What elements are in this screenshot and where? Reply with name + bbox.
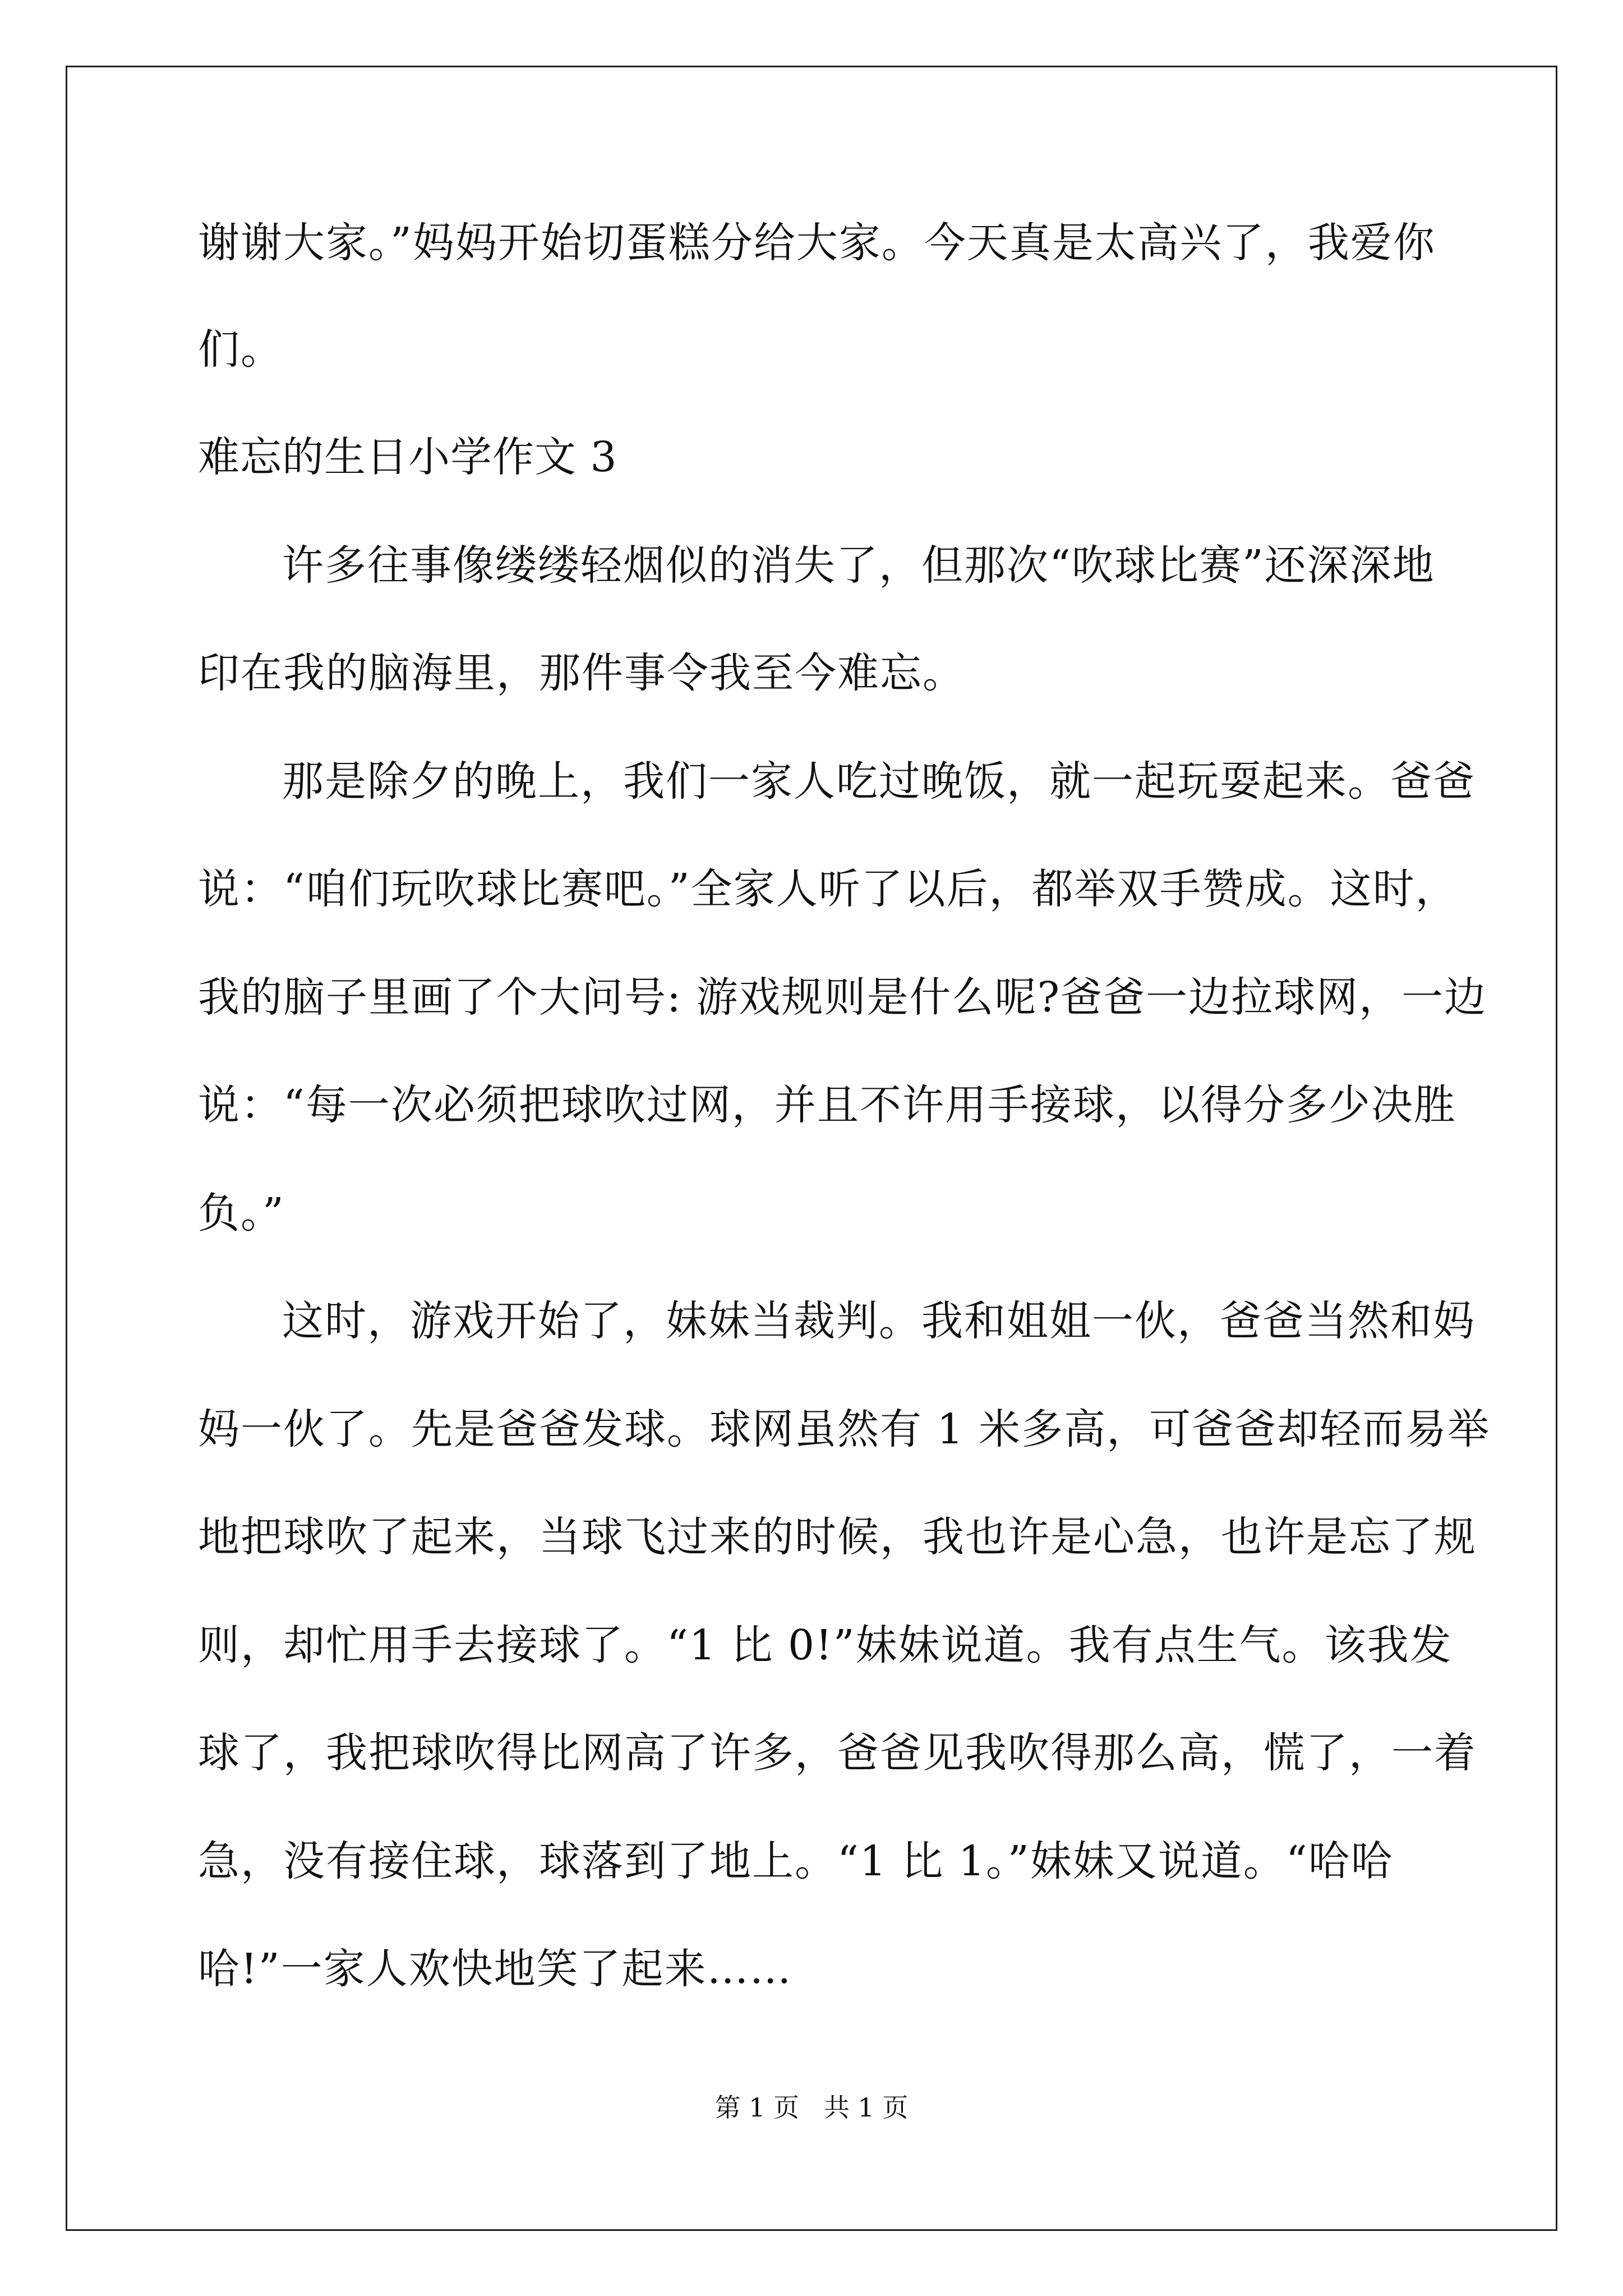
page-border	[66, 66, 1557, 2231]
text-line: 许多往事像缕缕轻烟似的消失了，但那次“吹球比赛”还深深地	[282, 541, 1435, 590]
text-line: 印在我的脑海里，那件事令我至今难忘。	[198, 649, 965, 697]
section-title: 难忘的生日小学作文 3	[198, 433, 617, 481]
text-line: 哈!”一家人欢快地笑了起来……	[198, 1945, 792, 1993]
text-line: 急，没有接住球，球落到了地上。“1 比 1。”妹妹又说道。“哈哈	[198, 1837, 1394, 1885]
text-line: 谢谢大家。”妈妈开始切蛋糕分给大家。今天真是太高兴了，我爱你	[198, 219, 1436, 267]
text-line: 地把球吹了起来，当球飞过来的时候，我也许是心急，也许是忘了规	[198, 1513, 1477, 1561]
page-number: 第 1 页 共 1 页	[714, 2092, 909, 2123]
text-line: 说：“每一次必须把球吹过网，并且不许用手接球，以得分多少决胜	[198, 1081, 1456, 1129]
text-line: 这时，游戏开始了，妹妹当裁判。我和姐姐一伙，爸爸当然和妈	[282, 1297, 1476, 1345]
text-line: 我的脑子里画了个大问号: 游戏规则是什么呢?爸爸一边拉球网，一边	[198, 973, 1487, 1022]
text-line: 们。	[198, 325, 283, 374]
text-line: 说：“咱们玩吹球比赛吧。”全家人听了以后，都举双手赞成。这时，	[198, 865, 1458, 913]
text-line: 则，却忙用手去接球了。“1 比 0!”妹妹说道。我有点生气。该我发	[198, 1621, 1453, 1669]
text-line: 负。”	[198, 1189, 285, 1237]
text-line: 妈一伙了。先是爸爸发球。球网虽然有 1 米多高，可爸爸却轻而易举	[198, 1405, 1491, 1453]
text-line: 那是除夕的晚上，我们一家人吃过晚饭，就一起玩耍起来。爸爸	[282, 757, 1476, 806]
text-line: 球了，我把球吹得比网高了许多，爸爸见我吹得那么高，慌了，一着	[198, 1729, 1477, 1777]
